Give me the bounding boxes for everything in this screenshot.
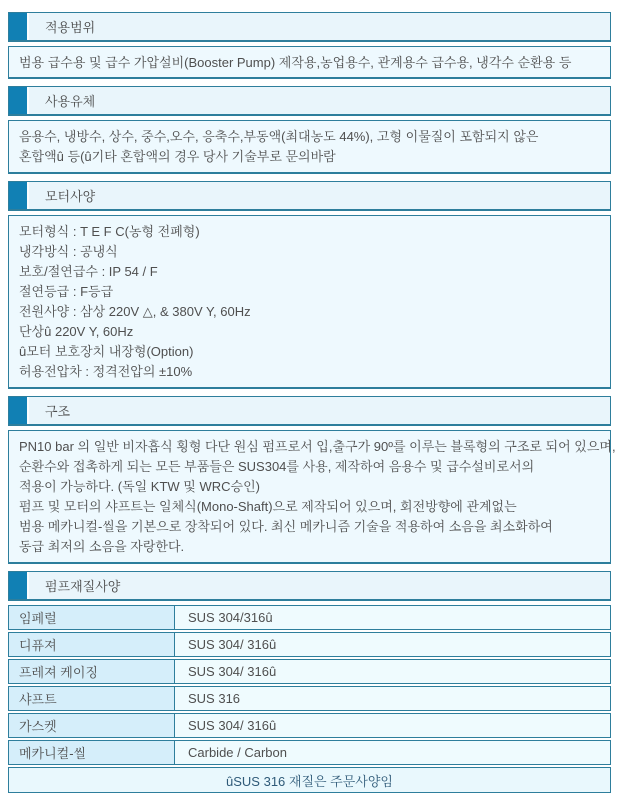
section-structure	[8, 396, 616, 564]
row-label: 메카니컬-씰	[9, 741, 175, 764]
body-line: 음용수, 냉방수, 상수, 중수,오수, 응축수,부동액(최대농도 44%), 고형 이물질이 포함되지 않은	[19, 129, 539, 144]
body-line: 적용이 가능하다. (독일 KTW 및 WRC승인)	[19, 479, 260, 494]
section-header	[8, 571, 611, 601]
row-label: 디퓨져	[9, 633, 175, 656]
table-row	[8, 713, 611, 738]
table-row	[8, 686, 611, 711]
section-header	[8, 86, 611, 116]
body-line: 허용전압차 : 정격전압의 ±10%	[19, 364, 193, 379]
body-line: 범용 급수용 및 급수 가압설비(Booster Pump) 제작용,농업용수, 관계용수 급수용, 냉각수 순환용 등	[19, 55, 572, 70]
section-body	[8, 430, 616, 564]
row-label: 샤프트	[9, 687, 175, 710]
body-line: 단상û 220V Y, 60Hz	[19, 324, 134, 339]
table-row	[8, 632, 611, 657]
section-title: 사용유체	[45, 94, 96, 109]
section-title: 펌프재질사양	[45, 579, 121, 594]
row-value: SUS 316	[175, 687, 610, 710]
row-label: 가스켓	[9, 714, 175, 737]
row-value: SUS 304/ 316û	[175, 633, 610, 656]
row-value: SUS 304/ 316û	[175, 714, 610, 737]
table-row	[8, 740, 611, 765]
body-line: 절연등급 : F등급	[19, 284, 114, 299]
materials-table	[8, 605, 611, 793]
section-title: 적용범위	[45, 20, 96, 35]
section-title: 구조	[45, 404, 71, 419]
section-bullet-icon	[9, 13, 29, 40]
table-footnote: ûSUS 316 재질은 주문사양임	[8, 767, 611, 793]
section-title: 모터사양	[45, 189, 96, 204]
body-line: 혼합액û 등(û기타 혼합액의 경우 당사 기술부로 문의바람	[19, 149, 336, 164]
body-line: 동급 최저의 소음을 자랑한다.	[19, 539, 185, 554]
body-line: 전원사양 : 삼상 220V △, & 380V Y, 60Hz	[19, 304, 251, 319]
body-line: 냉각방식 : 공냉식	[19, 244, 118, 259]
section-pump-materials	[8, 571, 611, 793]
row-value: SUS 304/ 316û	[175, 660, 610, 683]
section-header	[8, 181, 611, 211]
section-header	[8, 396, 611, 426]
section-body	[8, 120, 611, 174]
section-bullet-icon	[9, 87, 29, 114]
table-row	[8, 659, 611, 684]
section-fluids	[8, 86, 611, 174]
row-label: 임페럴	[9, 606, 175, 629]
table-row	[8, 605, 611, 630]
section-header	[8, 12, 611, 42]
body-line: û모터 보호장치 내장형(Option)	[19, 344, 194, 359]
body-line: PN10 bar 의 일반 비자흡식 횡형 다단 원심 펌프로서 입,출구가 90º를 이루는 블록형의 구조로 되어 있으며,	[19, 439, 616, 454]
body-line: 펌프 및 모터의 샤프트는 일체식(Mono-Shaft)으로 제작되어 있으며, 회전방향에 관계없는	[19, 499, 517, 514]
row-label: 프레져 케이징	[9, 660, 175, 683]
section-application-scope	[8, 12, 611, 79]
section-bullet-icon	[9, 572, 29, 599]
body-line: 순환수와 접촉하게 되는 모든 부품들은 SUS304를 사용, 제작하여 음용수 및 급수설비로서의	[19, 459, 535, 474]
section-body	[8, 215, 611, 389]
row-value: SUS 304/316û	[175, 606, 610, 629]
body-line: 범용 메카니컬-씰을 기본으로 장착되어 있다. 최신 메카니즘 기술을 적용하여 소음을 최소화하여	[19, 519, 553, 534]
body-line: 보호/절연급수 : IP 54 / F	[19, 264, 158, 279]
section-body	[8, 46, 611, 79]
body-line: 모터형식 : T E F C(농형 전폐형)	[19, 224, 200, 239]
section-bullet-icon	[9, 397, 29, 424]
section-bullet-icon	[9, 182, 29, 209]
section-motor-spec	[8, 181, 611, 389]
row-value: Carbide / Carbon	[175, 741, 610, 764]
